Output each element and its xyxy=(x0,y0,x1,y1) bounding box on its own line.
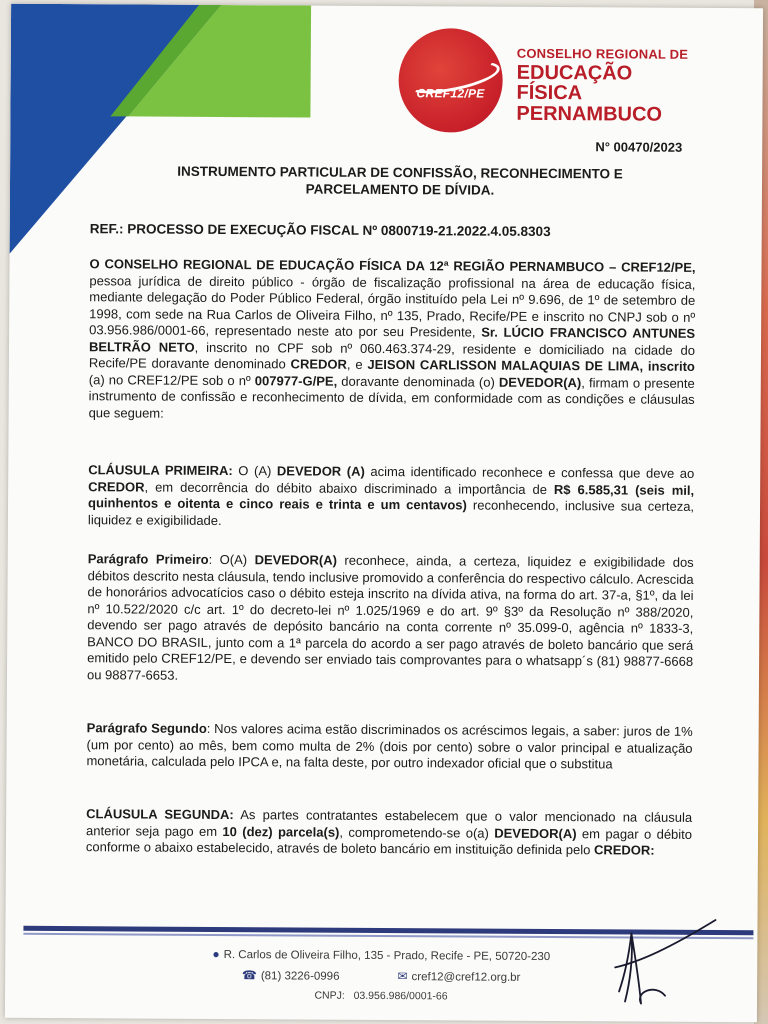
document-title xyxy=(100,162,700,200)
footer-cnpj-label: CNPJ: xyxy=(314,989,345,1002)
intro-text: pessoa jurídica de direito público - órgão de fiscalização profissional na área de educação física, mediante delegação do Poder Público Federal, órgão instituído pela Lei nº 9.696, de 1º de setembro de 1998, com sede na Rua Carlos de Oliveira Filho, nº 135, Prado, Recife/PE e inscrito no CNPJ sob o nº 03.956.986/0001-66, representado neste ato por seu Presidente, xyxy=(89,272,696,340)
clause-text: , comprometendo-se o(a) xyxy=(339,824,495,841)
location-pin-icon: ● xyxy=(212,946,220,962)
clause-second xyxy=(86,806,692,859)
org-logo xyxy=(398,20,699,132)
president-name: Sr. LÚCIO FRANCISCO ANTUNES BELTRÃO NETO xyxy=(88,324,696,355)
paragraph-text: : Nos valores acima estão discriminados os acréscimos legais, a saber: juros de 1% (um por cento) ao mês, bem como multa de 2% (dois por cento) sobre o valor principal e atualização monetária, calculada pelo IPCA e, na falta deste, por outro indexador oficial que o substitua xyxy=(86,720,693,772)
org-name-line1: CONSELHO REGIONAL DE xyxy=(516,45,689,62)
org-name xyxy=(516,47,698,125)
clause-text: O (A) xyxy=(232,463,277,479)
intro-text: (a) no CREF12/PE sob o nº xyxy=(88,371,255,388)
debt-amount: R$ 6.585,31 (seis mil, quinhentos e oitenta e cinco reais e trinta e um centavos) xyxy=(88,481,695,513)
footer-phone: (81) 3226-0996 xyxy=(260,970,340,983)
clause-text: , em decorrência do débito abaixo discriminado a importância de xyxy=(144,479,554,497)
intro-paragraph xyxy=(89,256,696,425)
corner-decoration xyxy=(10,4,322,256)
handwritten-signature xyxy=(595,911,736,1012)
creditor-label: CREDOR xyxy=(88,478,145,495)
paragraph-second xyxy=(86,720,692,773)
document-number: N° 00470/2023 xyxy=(595,139,683,155)
reference-line: REF.: PROCESSO DE EXECUÇÃO FISCAL Nº 0800719-21.2022.4.05.8303 xyxy=(89,221,551,240)
intro-text: , e xyxy=(346,356,368,372)
debtor-label: DEVEDOR(A) xyxy=(254,552,337,568)
debtor-label: DEVEDOR(A) xyxy=(494,825,577,841)
clause-first xyxy=(88,462,694,532)
title-line2: PARCELAMENTO DE DÍVIDA. xyxy=(305,181,495,198)
footer-email: cref12@cref12.org.br xyxy=(411,971,521,984)
org-name-line3: PERNAMBUCO xyxy=(516,102,663,126)
org-name-line2: EDUCAÇÃO FÍSICA xyxy=(516,61,633,105)
document-page xyxy=(5,4,763,1023)
paragraph-first xyxy=(87,551,694,687)
clause-heading: CLÁUSULA SEGUNDA: xyxy=(86,806,234,823)
phone-icon: ☎ xyxy=(241,968,257,983)
creditor-label: CREDOR: xyxy=(593,842,655,858)
logo-mark-text: CREF12/PE xyxy=(416,86,485,101)
logo-emblem xyxy=(398,28,503,133)
email-icon: ✉ xyxy=(397,969,408,984)
clause-text: acima identificado reconhece e confessa que deve ao xyxy=(364,463,695,481)
debtor-name: JEISON CARLISSON MALAQUIAS DE LIMA, inscrito xyxy=(367,356,695,374)
footer-address: R. Carlos de Oliveira Filho, 135 - Prado, Recife - PE, 50720-230 xyxy=(223,949,551,964)
org-full-name: O CONSELHO REGIONAL DE EDUCAÇÃO FÍSICA DA 12ª REGIÃO PERNAMBUCO – CREF12/PE, xyxy=(89,256,696,275)
clause-text: reconhecendo, inclusive sua certeza, liquidez e exigibilidade. xyxy=(87,497,695,528)
clause-heading: CLÁUSULA PRIMEIRA: xyxy=(88,462,233,479)
paragraph-heading: Parágrafo Primeiro xyxy=(87,551,209,567)
debtor-registration: 007977-G/PE, xyxy=(254,372,338,389)
debtor-label: DEVEDOR (A) xyxy=(276,463,365,479)
footer-cnpj: 03.956.986/0001-66 xyxy=(353,989,448,1003)
installments: 10 (dez) parcela(s) xyxy=(222,823,340,840)
intro-text: , firmam o presente instrumento de confissão e reconhecimento de dívida, em conformidade com as condições e cláusulas que seguem: xyxy=(88,374,695,421)
paragraph-heading: Parágrafo Segundo xyxy=(86,720,207,736)
intro-text: doravante denominada (o) xyxy=(337,373,499,390)
paragraph-text: : O(A) xyxy=(208,551,255,568)
debtor-label: DEVEDOR(A) xyxy=(498,374,582,390)
title-line1: INSTRUMENTO PARTICULAR DE CONFISSÃO, RECONHECIMENTO E xyxy=(177,163,623,182)
intro-text: , inscrito no CPF sob nº 060.463.374-29, residente e domiciliado na cidade do Recife/PE doravante denominado xyxy=(88,339,696,372)
paragraph-text: reconhece, ainda, a certeza, liquidez e exigibilidade dos débitos descrito nesta cláusula, tendo inclusive promovido a conferência do respectivo cálculo. Acrescida de honorários advocatícios caso o débito esteja inscrito na dívida ativa, na forma do art. 37-a, §1º, da lei nº 10.522/2020 c/c art. 1º do decreto-lei nº 1.025/1969 e do art. 9º §3º da Resolução nº 388/2020, devendo ser pago através de depósito bancário na conta corrente nº 35.099-0, agência nº 1833-3, BANCO DO BRASIL, junto com a 1ª parcela do acordo a ser pago através de boleto bancário que será emitido pelo CREF12/PE, e devendo ser enviado tais comprovantes para o whatsapp´s (81) 98877-6668 ou 98877-6653. xyxy=(86,552,694,683)
clause-text: As partes contratantes estabelecem que o valor mencionado na cláusula anterior seja pago em xyxy=(86,807,693,839)
clause-text: em pagar o débito conforme o abaixo estabelecido, através de boleto bancário em instituição definida pelo xyxy=(85,825,693,858)
creditor-label: CREDOR xyxy=(290,356,347,372)
